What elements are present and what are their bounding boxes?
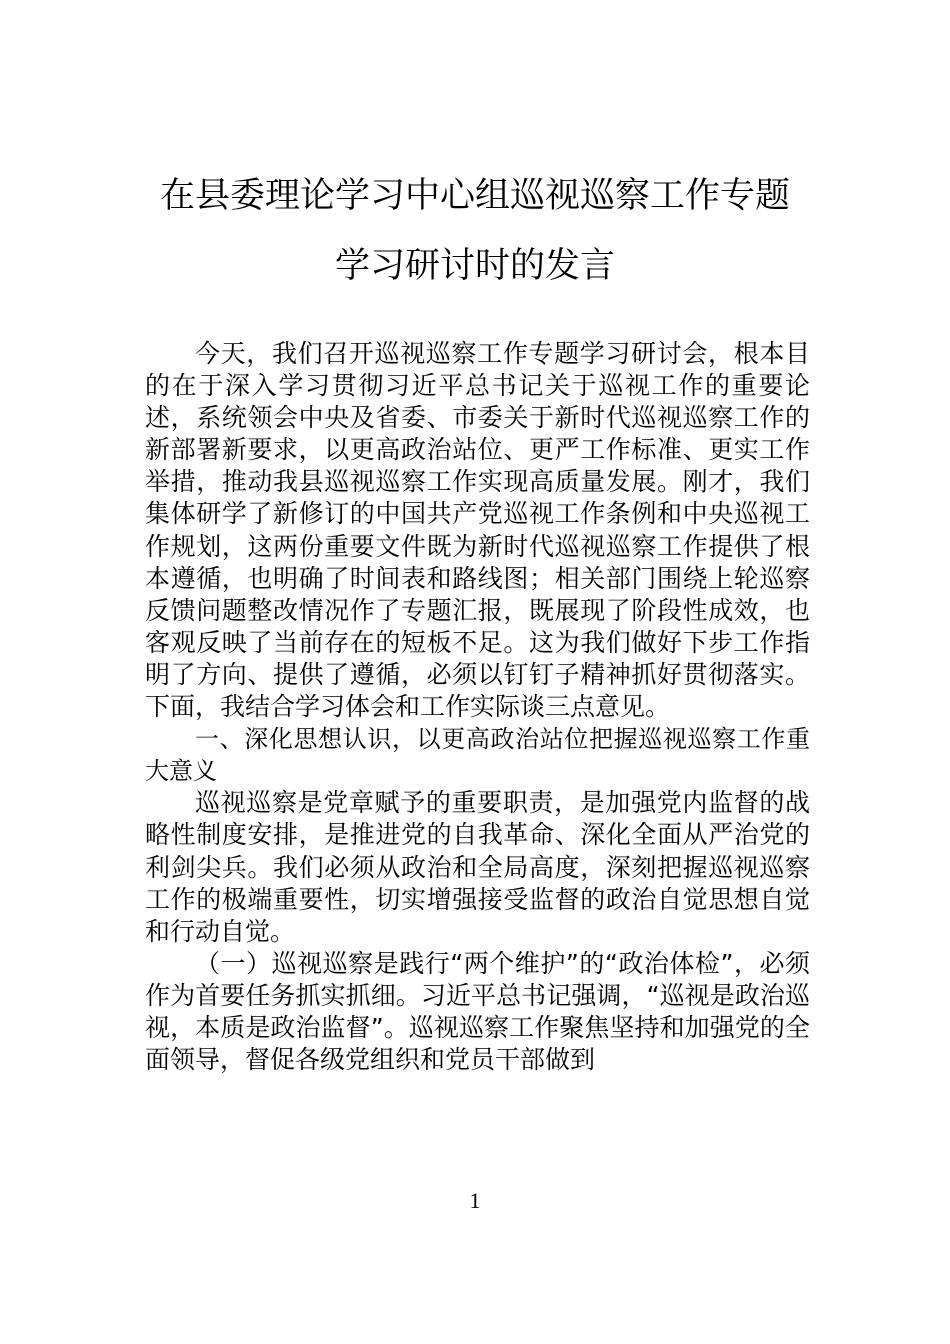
body-paragraph: （一）巡视巡察是践行“两个维护”的“政治体检”，必须作为首要任务抓实抓细。习近平总书记强调，“巡视是政治巡视，本质是政治监督”。巡视巡察工作聚焦坚持和加强党的全面领导，督促各级党组织和党员干部做到 bbox=[145, 948, 810, 1075]
page-number: 1 bbox=[469, 1188, 481, 1213]
body-paragraph: 巡视巡察是党章赋予的重要职责，是加强党内监督的战略性制度安排，是推进党的自我革命、深化全面从严治党的利剑尖兵。我们必须从政治和全局高度，深刻把握巡视巡察工作的极端重要性，切实增强接受监督的政治自觉思想自觉和行动自觉。 bbox=[145, 788, 810, 946]
body-paragraph: 今天，我们召开巡视巡察工作专题学习研讨会，根本目的在于深入学习贯彻习近平总书记关于巡视工作的重要论述，系统领会中央及省委、市委关于新时代巡视巡察工作的新部署新要求，以更高政治站位、更严工作标准、更实工作举措，推动我县巡视巡察工作实现高质量发展。刚才，我们集体研学了新修订的中国共产党巡视工作条例和中央巡视工作规划，这两份重要文件既为新时代巡视巡察工作提供了根本遵循，也明确了时间表和路线图；相关部门围绕上轮巡察反馈问题整改情况作了专题汇报，既展现了阶段性成效，也客观反映了当前存在的短板不足。这为我们做好下步工作指明了方向、提供了遵循，必须以钉钉子精神抓好贯彻落实。下面，我结合学习体会和工作实际谈三点意见。 bbox=[145, 339, 810, 722]
document-title-line-2: 学习研讨时的发言 bbox=[334, 246, 615, 286]
document-body bbox=[145, 338, 810, 1076]
document-title-line-1: 在县委理论学习中心组巡视巡察工作专题 bbox=[159, 176, 790, 216]
section-heading: 一、深化思想认识，以更高政治站位把握巡视巡察工作重大意义 bbox=[145, 725, 810, 786]
